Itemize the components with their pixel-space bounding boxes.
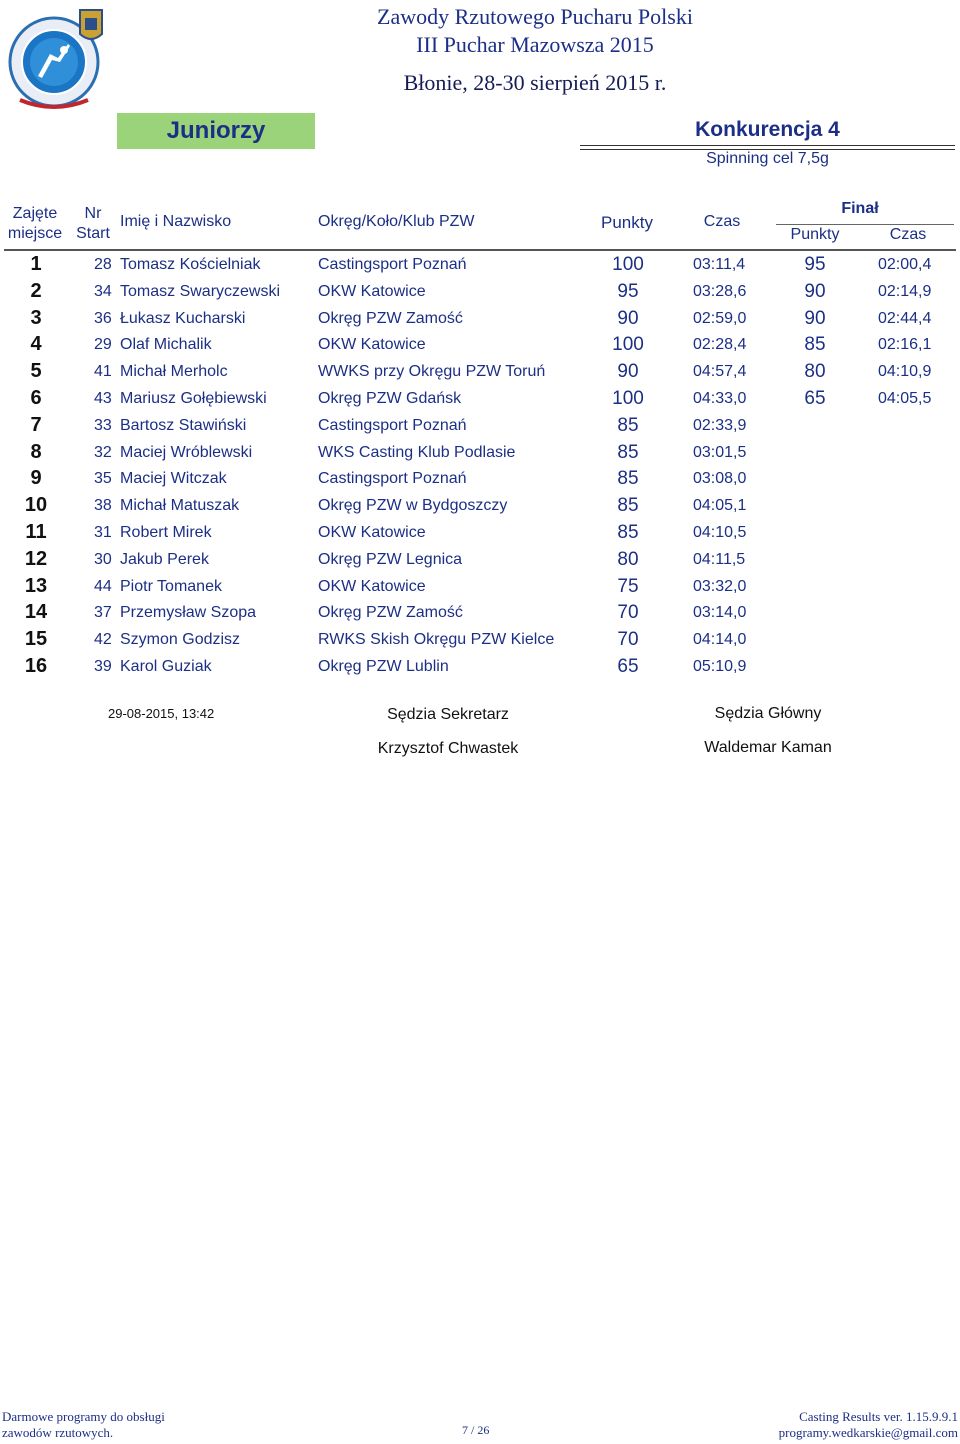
row-time: 03:01,5	[693, 443, 747, 461]
row-club: Okręg PZW Zamość	[318, 604, 463, 622]
table-row	[0, 331, 960, 358]
col-header-club: Okręg/Koło/Klub PZW	[318, 213, 475, 230]
table-row	[0, 519, 960, 546]
col-header-nr	[70, 204, 116, 244]
table-row	[0, 251, 960, 278]
row-place: 13	[24, 574, 48, 597]
row-name: Karol Guziak	[120, 657, 212, 675]
col-header-final-points: Punkty	[790, 226, 840, 243]
row-club: OKW Katowice	[318, 336, 426, 354]
row-nr: 37	[94, 604, 112, 622]
row-name: Michał Matuszak	[120, 497, 240, 515]
row-time: 04:11,5	[693, 550, 746, 568]
table-row	[0, 626, 960, 653]
row-nr: 44	[94, 577, 112, 595]
row-nr: 28	[94, 256, 112, 273]
row-time: 04:57,4	[693, 363, 747, 381]
row-place: 12	[24, 547, 48, 570]
row-name: Tomasz Swaryczewski	[120, 282, 281, 300]
row-final-points: 80	[804, 361, 826, 383]
secretary-label: Sędzia Sekretarz	[387, 706, 509, 723]
row-place: 2	[30, 279, 42, 302]
row-nr: 29	[94, 336, 112, 354]
row-nr: 36	[94, 309, 112, 327]
row-final-time: 02:14,9	[878, 282, 932, 300]
row-points: 70	[617, 602, 639, 624]
col-header-place	[6, 204, 64, 244]
event-title: Zawody Rzutowego Pucharu Polski	[377, 4, 693, 29]
row-time: 03:11,4	[693, 256, 746, 273]
row-points: 65	[617, 655, 639, 677]
row-club: Okręg PZW w Bydgoszczy	[318, 497, 508, 515]
row-club: OKW Katowice	[318, 282, 426, 300]
row-time: 04:33,0	[693, 389, 747, 407]
col-header-place-line2: miejsce	[7, 225, 63, 242]
row-points: 90	[617, 361, 639, 383]
final-divider	[776, 224, 954, 225]
row-final-time: 02:44,4	[878, 309, 932, 327]
table-row	[0, 599, 960, 626]
row-name: Szymon Godzisz	[120, 631, 241, 649]
row-club: Okręg PZW Lublin	[318, 657, 449, 675]
col-header-points: Punkty	[601, 213, 653, 232]
row-name: Mariusz Gołębiewski	[120, 389, 267, 407]
row-place: 11	[25, 520, 47, 543]
row-points: 95	[617, 280, 639, 302]
row-nr: 38	[94, 497, 112, 515]
footer-right-line2: programy.wedkarskie@gmail.com	[778, 1425, 958, 1440]
page-number: 7 / 26	[462, 1423, 490, 1437]
row-final-points: 90	[804, 307, 826, 329]
results-table	[0, 251, 960, 680]
row-time: 03:32,0	[693, 577, 747, 595]
row-name: Tomasz Kościelniak	[120, 256, 261, 273]
col-header-place-line1: Zajęte	[12, 205, 58, 222]
event-location-date: Błonie, 28-30 sierpień 2015 r.	[403, 70, 667, 95]
row-points: 85	[617, 414, 639, 436]
row-name: Łukasz Kucharski	[120, 309, 246, 327]
row-time: 02:33,9	[693, 416, 747, 434]
row-final-points: 90	[804, 280, 826, 302]
row-time: 03:14,0	[693, 604, 747, 622]
table-row	[0, 546, 960, 573]
timestamp: 29-08-2015, 13:42	[108, 706, 215, 721]
col-header-time: Czas	[703, 213, 741, 230]
row-place: 3	[30, 306, 42, 329]
footer-left-line1: Darmowe programy do obsługi	[2, 1409, 165, 1424]
row-name: Michał Merholc	[120, 363, 228, 381]
table-row	[0, 358, 960, 385]
row-club: Castingsport Poznań	[318, 470, 467, 488]
table-row	[0, 573, 960, 600]
row-club: Castingsport Poznań	[318, 416, 467, 434]
secretary-name: Krzysztof Chwastek	[377, 740, 519, 757]
row-points: 100	[612, 387, 644, 409]
row-points: 85	[617, 521, 639, 543]
row-place: 10	[24, 494, 48, 517]
row-place: 5	[30, 360, 42, 383]
row-final-time: 02:16,1	[878, 336, 932, 354]
row-club: OKW Katowice	[318, 523, 426, 541]
row-club: Castingsport Poznań	[318, 256, 467, 273]
footer-left-line2: zawodów rzutowych.	[2, 1425, 114, 1440]
row-points: 90	[617, 307, 639, 329]
col-header-nr-line1: Nr	[84, 205, 102, 222]
row-nr: 33	[94, 416, 112, 434]
row-place: 4	[30, 333, 42, 356]
row-final-points: 95	[804, 254, 826, 275]
competition-logo-icon	[6, 4, 110, 110]
row-nr: 32	[94, 443, 112, 461]
row-nr: 41	[94, 363, 112, 381]
row-points: 85	[617, 468, 639, 490]
row-club: OKW Katowice	[318, 577, 426, 595]
category-label: Juniorzy	[117, 113, 315, 149]
row-nr: 30	[94, 550, 112, 568]
table-row	[0, 305, 960, 332]
row-name: Maciej Wróblewski	[120, 443, 253, 461]
row-club: RWKS Skish Okręgu PZW Kielce	[318, 631, 555, 649]
row-name: Robert Mirek	[120, 523, 212, 541]
event-subtitle: III Puchar Mazowsza 2015	[416, 32, 654, 57]
row-nr: 35	[94, 470, 112, 488]
row-name: Piotr Tomanek	[120, 577, 222, 595]
row-final-points: 65	[804, 387, 826, 409]
chief-judge-label: Sędzia Główny	[714, 705, 822, 722]
footer-right-line1: Casting Results ver. 1.15.9.9.1	[799, 1409, 958, 1424]
row-time: 03:08,0	[693, 470, 747, 488]
table-row	[0, 492, 960, 519]
row-points: 85	[617, 441, 639, 463]
row-nr: 39	[94, 657, 112, 675]
row-club: Okręg PZW Legnica	[318, 550, 463, 568]
row-time: 04:05,1	[693, 497, 747, 515]
row-time: 04:10,5	[693, 523, 747, 541]
row-club: Okręg PZW Gdańsk	[318, 389, 462, 407]
row-place: 15	[24, 628, 48, 651]
row-final-time: 02:00,4	[878, 256, 932, 273]
table-row	[0, 385, 960, 412]
row-final-time: 04:10,9	[878, 363, 932, 381]
table-row	[0, 439, 960, 466]
row-points: 85	[617, 495, 639, 517]
row-time: 03:28,6	[693, 282, 747, 300]
row-place: 16	[24, 654, 48, 677]
row-place: 14	[24, 601, 48, 624]
col-header-nr-line2: Start	[76, 225, 110, 242]
table-row	[0, 412, 960, 439]
row-points: 100	[612, 254, 644, 275]
row-nr: 43	[94, 389, 112, 407]
row-nr: 31	[94, 523, 112, 541]
row-final-points: 85	[804, 334, 826, 356]
row-nr: 42	[94, 631, 112, 649]
chief-judge-name: Waldemar Kaman	[704, 739, 832, 756]
table-row	[0, 465, 960, 492]
row-name: Przemysław Szopa	[120, 604, 257, 622]
col-header-name: Imię i Nazwisko	[120, 213, 232, 230]
row-time: 02:59,0	[693, 309, 747, 327]
table-row	[0, 653, 960, 680]
row-points: 75	[617, 575, 639, 597]
row-club: Okręg PZW Zamość	[318, 309, 463, 327]
competition-subtitle: Spinning cel 7,5g	[706, 150, 829, 167]
row-final-time: 04:05,5	[878, 389, 932, 407]
row-time: 02:28,4	[693, 336, 747, 354]
row-club: WKS Casting Klub Podlasie	[318, 443, 516, 461]
row-place: 9	[30, 467, 42, 490]
row-name: Bartosz Stawiński	[120, 416, 247, 434]
competition-title: Konkurencja 4	[695, 118, 840, 141]
row-points: 70	[617, 629, 639, 651]
row-place: 7	[30, 413, 42, 436]
row-points: 80	[617, 548, 639, 570]
table-row	[0, 278, 960, 305]
row-club: WWKS przy Okręgu PZW Toruń	[318, 363, 546, 381]
row-place: 1	[30, 253, 42, 275]
competition-divider	[580, 145, 955, 146]
row-time: 04:14,0	[693, 631, 747, 649]
col-header-final: Finał	[841, 200, 879, 217]
row-place: 6	[30, 386, 42, 409]
row-points: 100	[612, 334, 644, 356]
row-name: Maciej Witczak	[120, 470, 227, 488]
row-name: Jakub Perek	[120, 550, 209, 568]
row-time: 05:10,9	[693, 657, 747, 675]
row-nr: 34	[94, 282, 112, 300]
col-header-final-time: Czas	[889, 226, 927, 243]
row-name: Olaf Michalik	[120, 336, 212, 354]
row-place: 8	[30, 440, 42, 463]
